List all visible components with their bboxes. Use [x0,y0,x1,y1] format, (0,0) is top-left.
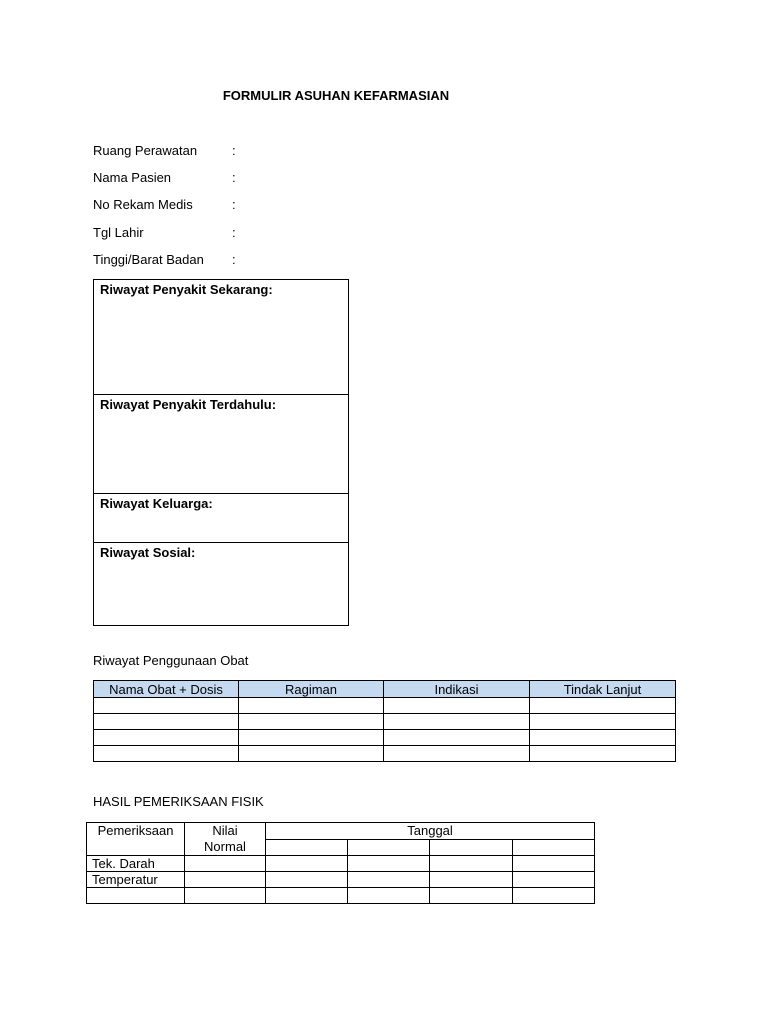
field-colon: : [232,143,236,158]
table-cell[interactable] [348,856,430,872]
date-cell[interactable] [430,839,513,856]
date-cell[interactable] [513,839,595,856]
column-header: Ragiman [239,681,384,698]
field-label-patient-name: Nama Pasien [93,170,172,185]
date-cell[interactable] [348,839,430,856]
table-row [94,698,676,714]
table-cell[interactable] [266,872,348,888]
table-cell[interactable] [239,714,384,730]
table-row [94,746,676,762]
table-cell[interactable] [239,698,384,714]
medication-header-row [94,681,676,698]
row-label: Tek. Darah [87,856,185,872]
table-cell[interactable] [266,888,348,904]
history-social-label: Riwayat Sosial: [100,545,196,560]
column-header-date: Tanggal [266,823,595,840]
field-label-room: Ruang Perawatan [93,143,198,158]
table-cell[interactable] [513,856,595,872]
table-cell[interactable] [530,746,676,762]
field-colon: : [232,170,236,185]
row-label: Temperatur [87,872,185,888]
column-header-normal-line1: Nilai [212,823,238,838]
table-cell[interactable] [384,730,530,746]
table-cell[interactable] [239,746,384,762]
table-cell[interactable] [430,856,513,872]
date-cell[interactable] [266,839,348,856]
table-row [87,856,595,872]
table-row [94,714,676,730]
table-cell[interactable] [348,888,430,904]
table-cell[interactable] [185,888,266,904]
table-cell[interactable] [513,872,595,888]
table-cell[interactable] [185,856,266,872]
table-cell[interactable] [513,888,595,904]
table-cell[interactable] [530,714,676,730]
history-current-section[interactable] [94,280,348,395]
column-header: Pemeriksaan [87,823,185,856]
history-past-section[interactable] [94,395,348,494]
column-header-normal-line2: Normal [204,839,246,854]
form-title: FORMULIR ASUHAN KEFARMASIAN [222,88,450,103]
table-cell[interactable] [94,730,239,746]
history-past-label: Riwayat Penyakit Terdahulu: [100,397,277,412]
column-header: Indikasi [384,681,530,698]
field-label-height-weight: Tinggi/Barat Badan [93,252,204,267]
table-cell[interactable] [348,872,430,888]
exam-heading: HASIL PEMERIKSAAN FISIK [93,794,264,809]
table-cell[interactable] [384,714,530,730]
table-row [87,872,595,888]
history-box [93,279,349,626]
field-colon: : [232,225,236,240]
table-cell[interactable] [185,872,266,888]
table-cell[interactable] [384,746,530,762]
table-cell[interactable] [384,698,530,714]
table-cell[interactable] [239,730,384,746]
column-header: Tindak Lanjut [530,681,676,698]
history-family-label: Riwayat Keluarga: [100,496,213,511]
table-cell[interactable] [430,888,513,904]
exam-header-row [87,823,595,840]
column-header: Nama Obat + Dosis [94,681,239,698]
table-cell[interactable] [530,730,676,746]
column-header-normal [185,823,266,856]
medication-table [93,680,676,762]
table-cell[interactable] [94,714,239,730]
history-family-section[interactable] [94,494,348,543]
field-colon: : [232,197,236,212]
medication-heading: Riwayat Penggunaan Obat [93,653,249,668]
field-label-medical-record: No Rekam Medis [93,197,193,212]
table-cell[interactable] [94,746,239,762]
table-row [87,888,595,904]
table-row [94,730,676,746]
table-cell[interactable] [530,698,676,714]
table-cell[interactable] [430,872,513,888]
table-cell[interactable] [266,856,348,872]
field-colon: : [232,252,236,267]
row-label [87,888,185,904]
history-current-label: Riwayat Penyakit Sekarang: [100,282,273,297]
table-cell[interactable] [94,698,239,714]
field-label-birth-date: Tgl Lahir [93,225,144,240]
exam-table [86,822,595,904]
history-social-section[interactable] [94,543,348,625]
